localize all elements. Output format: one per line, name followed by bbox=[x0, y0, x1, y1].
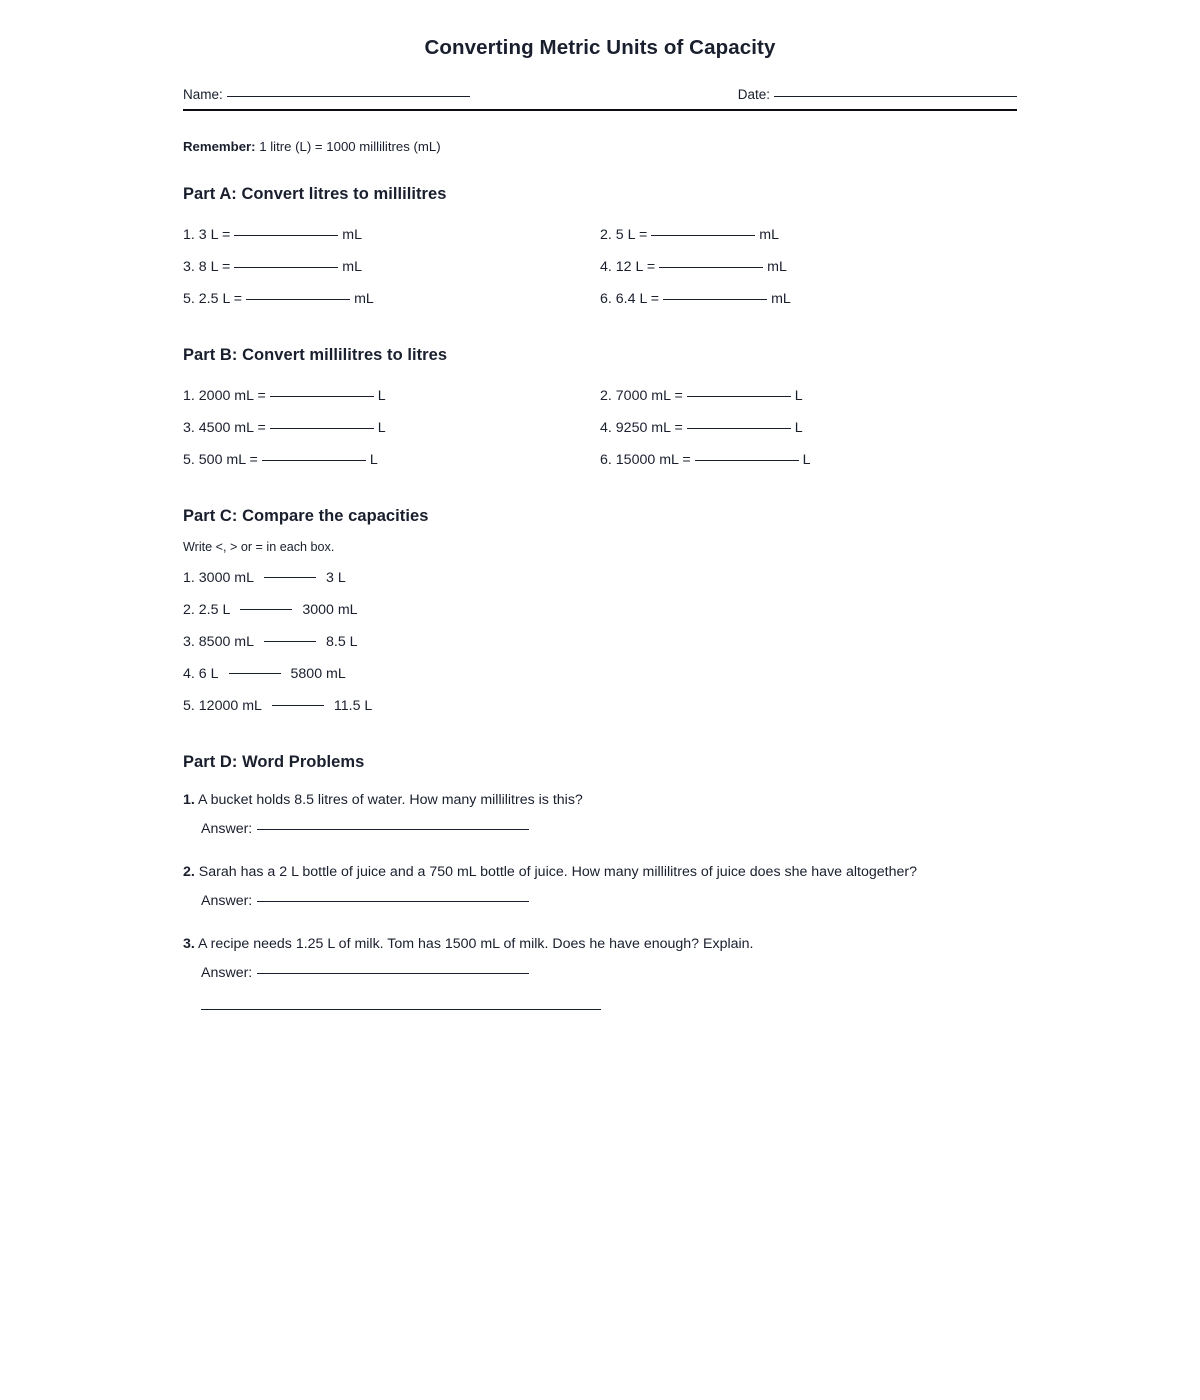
question-text: Sarah has a 2 L bottle of juice and a 750 mL bottle of juice. How many millilitres of juice does she have altogether? bbox=[198, 863, 917, 880]
header-divider bbox=[183, 109, 1017, 111]
item-value: 3 L bbox=[198, 226, 218, 243]
answer-blank[interactable] bbox=[234, 235, 338, 236]
item-value: 2000 mL bbox=[198, 387, 254, 404]
name-input-line[interactable] bbox=[227, 96, 470, 97]
compare-right: 5800 mL bbox=[290, 665, 346, 682]
answer-blank[interactable] bbox=[663, 299, 767, 300]
item-number: 3. bbox=[183, 935, 195, 952]
item-number: 3. bbox=[183, 258, 195, 275]
word-problem-question bbox=[183, 862, 1017, 883]
item-number: 4. bbox=[183, 665, 195, 682]
word-problem-answer bbox=[183, 891, 1017, 912]
item-number: 1. bbox=[183, 226, 195, 243]
conversion-item bbox=[600, 444, 1017, 476]
item-number: 2. bbox=[600, 226, 612, 243]
word-problem bbox=[183, 790, 1017, 840]
item-number: 2. bbox=[600, 387, 612, 404]
item-unit: L bbox=[377, 419, 386, 436]
compare-row bbox=[183, 594, 1017, 626]
answer-blank[interactable] bbox=[246, 299, 350, 300]
word-problem bbox=[183, 934, 1017, 1010]
item-number: 6. bbox=[600, 290, 612, 307]
question-text: A recipe needs 1.25 L of milk. Tom has 1500 mL of milk. Does he have enough? Explain. bbox=[198, 935, 754, 952]
conversion-item bbox=[183, 380, 600, 412]
question-text: A bucket holds 8.5 litres of water. How many millilitres is this? bbox=[198, 791, 583, 808]
item-value: 8 L bbox=[198, 258, 218, 275]
item-number: 1. bbox=[183, 569, 195, 586]
item-number: 5. bbox=[183, 290, 195, 307]
answer-label: Answer: bbox=[201, 964, 253, 981]
date-label: Date: bbox=[737, 86, 770, 102]
item-number: 5. bbox=[183, 451, 195, 468]
date-input-line[interactable] bbox=[774, 96, 1017, 97]
item-number: 2. bbox=[183, 863, 195, 880]
answer-blank[interactable] bbox=[270, 428, 374, 429]
comparison-blank[interactable] bbox=[229, 673, 281, 674]
item-unit: mL bbox=[342, 258, 362, 275]
compare-left: 2.5 L bbox=[198, 601, 231, 618]
name-field-group bbox=[183, 87, 470, 102]
item-unit: L bbox=[794, 419, 803, 436]
conversion-item bbox=[183, 219, 600, 251]
word-problem-answer bbox=[183, 819, 1017, 840]
remember-note bbox=[183, 139, 1017, 154]
compare-row bbox=[183, 562, 1017, 594]
compare-right: 11.5 L bbox=[333, 697, 373, 714]
item-value: 7000 mL bbox=[615, 387, 671, 404]
answer-blank[interactable] bbox=[695, 460, 799, 461]
conversion-item bbox=[600, 283, 1017, 315]
item-value: 9250 mL bbox=[615, 419, 671, 436]
page-title: Converting Metric Units of Capacity bbox=[424, 36, 776, 59]
remember-label: Remember: bbox=[183, 138, 256, 154]
comparison-blank[interactable] bbox=[264, 641, 316, 642]
compare-right: 3 L bbox=[326, 569, 346, 586]
part-a-problems bbox=[183, 219, 1017, 315]
conversion-item bbox=[600, 380, 1017, 412]
name-date-row bbox=[183, 87, 1017, 102]
word-problem-question bbox=[183, 934, 1017, 955]
answer-blank[interactable] bbox=[659, 267, 763, 268]
answer-blank[interactable] bbox=[257, 901, 529, 902]
item-number: 1. bbox=[183, 387, 195, 404]
problem-row bbox=[183, 412, 1017, 444]
item-number: 3. bbox=[183, 419, 195, 436]
item-equals: = bbox=[257, 387, 266, 404]
item-equals: = bbox=[682, 451, 691, 468]
answer-blank[interactable] bbox=[257, 829, 529, 830]
problem-row bbox=[183, 283, 1017, 315]
remember-text: 1 litre (L) = 1000 millilitres (mL) bbox=[259, 138, 441, 154]
item-number: 1. bbox=[183, 791, 195, 808]
name-label: Name: bbox=[183, 86, 223, 102]
item-number: 3. bbox=[183, 633, 195, 650]
conversion-item bbox=[600, 251, 1017, 283]
answer-blank[interactable] bbox=[234, 267, 338, 268]
conversion-item bbox=[183, 251, 600, 283]
item-number: 6. bbox=[600, 451, 612, 468]
part-d-problems bbox=[183, 790, 1017, 1010]
answer-blank[interactable] bbox=[262, 460, 366, 461]
item-unit: mL bbox=[354, 290, 374, 307]
compare-row bbox=[183, 690, 1017, 722]
problem-row bbox=[183, 251, 1017, 283]
conversion-item bbox=[183, 412, 600, 444]
conversion-item bbox=[600, 219, 1017, 251]
item-unit: mL bbox=[342, 226, 362, 243]
part-b-heading: Part B: Convert millilitres to litres bbox=[183, 345, 448, 364]
compare-row bbox=[183, 626, 1017, 658]
answer-blank[interactable] bbox=[257, 973, 529, 974]
item-number: 4. bbox=[600, 419, 612, 436]
answer-label: Answer: bbox=[201, 892, 253, 909]
compare-left: 6 L bbox=[198, 665, 219, 682]
item-equals: = bbox=[646, 258, 656, 275]
item-unit: mL bbox=[771, 290, 791, 307]
item-unit: mL bbox=[767, 258, 787, 275]
answer-label: Answer: bbox=[201, 820, 253, 837]
item-equals: = bbox=[257, 419, 266, 436]
problem-row bbox=[183, 380, 1017, 412]
problem-row bbox=[183, 444, 1017, 476]
word-problem-question bbox=[183, 790, 1017, 811]
compare-right: 8.5 L bbox=[326, 633, 358, 650]
item-value: 15000 mL bbox=[615, 451, 679, 468]
item-equals: = bbox=[674, 419, 683, 436]
item-equals: = bbox=[221, 226, 231, 243]
item-number: 4. bbox=[600, 258, 612, 275]
item-value: 5 L bbox=[615, 226, 635, 243]
item-unit: L bbox=[377, 387, 386, 404]
item-number: 5. bbox=[183, 697, 195, 714]
answer-blank-extra[interactable] bbox=[201, 1009, 601, 1010]
item-equals: = bbox=[233, 290, 243, 307]
item-value: 4500 mL bbox=[198, 419, 254, 436]
part-b-problems bbox=[183, 380, 1017, 476]
item-unit: L bbox=[369, 451, 378, 468]
part-c-instruction: Write <, > or = in each box. bbox=[183, 539, 335, 554]
comparison-blank[interactable] bbox=[264, 577, 316, 578]
comparison-blank[interactable] bbox=[272, 705, 324, 706]
part-c-problems bbox=[183, 562, 1017, 722]
conversion-item bbox=[600, 412, 1017, 444]
part-a-heading: Part A: Convert litres to millilitres bbox=[183, 184, 447, 203]
word-problem-answer bbox=[183, 963, 1017, 984]
item-equals: = bbox=[674, 387, 683, 404]
answer-blank[interactable] bbox=[687, 396, 791, 397]
answer-blank[interactable] bbox=[270, 396, 374, 397]
item-unit: L bbox=[794, 387, 803, 404]
item-unit: L bbox=[802, 451, 811, 468]
part-d-heading: Part D: Word Problems bbox=[183, 752, 365, 771]
item-unit: mL bbox=[759, 226, 779, 243]
comparison-blank[interactable] bbox=[240, 609, 292, 610]
compare-left: 8500 mL bbox=[198, 633, 255, 650]
item-number: 2. bbox=[183, 601, 195, 618]
item-equals: = bbox=[638, 226, 648, 243]
compare-row bbox=[183, 658, 1017, 690]
answer-blank[interactable] bbox=[651, 235, 755, 236]
item-value: 500 mL bbox=[198, 451, 246, 468]
conversion-item bbox=[183, 283, 600, 315]
item-equals: = bbox=[650, 290, 660, 307]
item-value: 12 L bbox=[615, 258, 643, 275]
item-value: 6.4 L bbox=[615, 290, 647, 307]
word-problem bbox=[183, 862, 1017, 912]
compare-left: 12000 mL bbox=[198, 697, 262, 714]
compare-left: 3000 mL bbox=[198, 569, 255, 586]
item-equals: = bbox=[249, 451, 258, 468]
part-c-heading: Part C: Compare the capacities bbox=[183, 506, 429, 525]
answer-blank[interactable] bbox=[687, 428, 791, 429]
item-equals: = bbox=[221, 258, 231, 275]
item-value: 2.5 L bbox=[198, 290, 230, 307]
compare-right: 3000 mL bbox=[302, 601, 358, 618]
problem-row bbox=[183, 219, 1017, 251]
date-field-group bbox=[738, 87, 1017, 102]
conversion-item bbox=[183, 444, 600, 476]
